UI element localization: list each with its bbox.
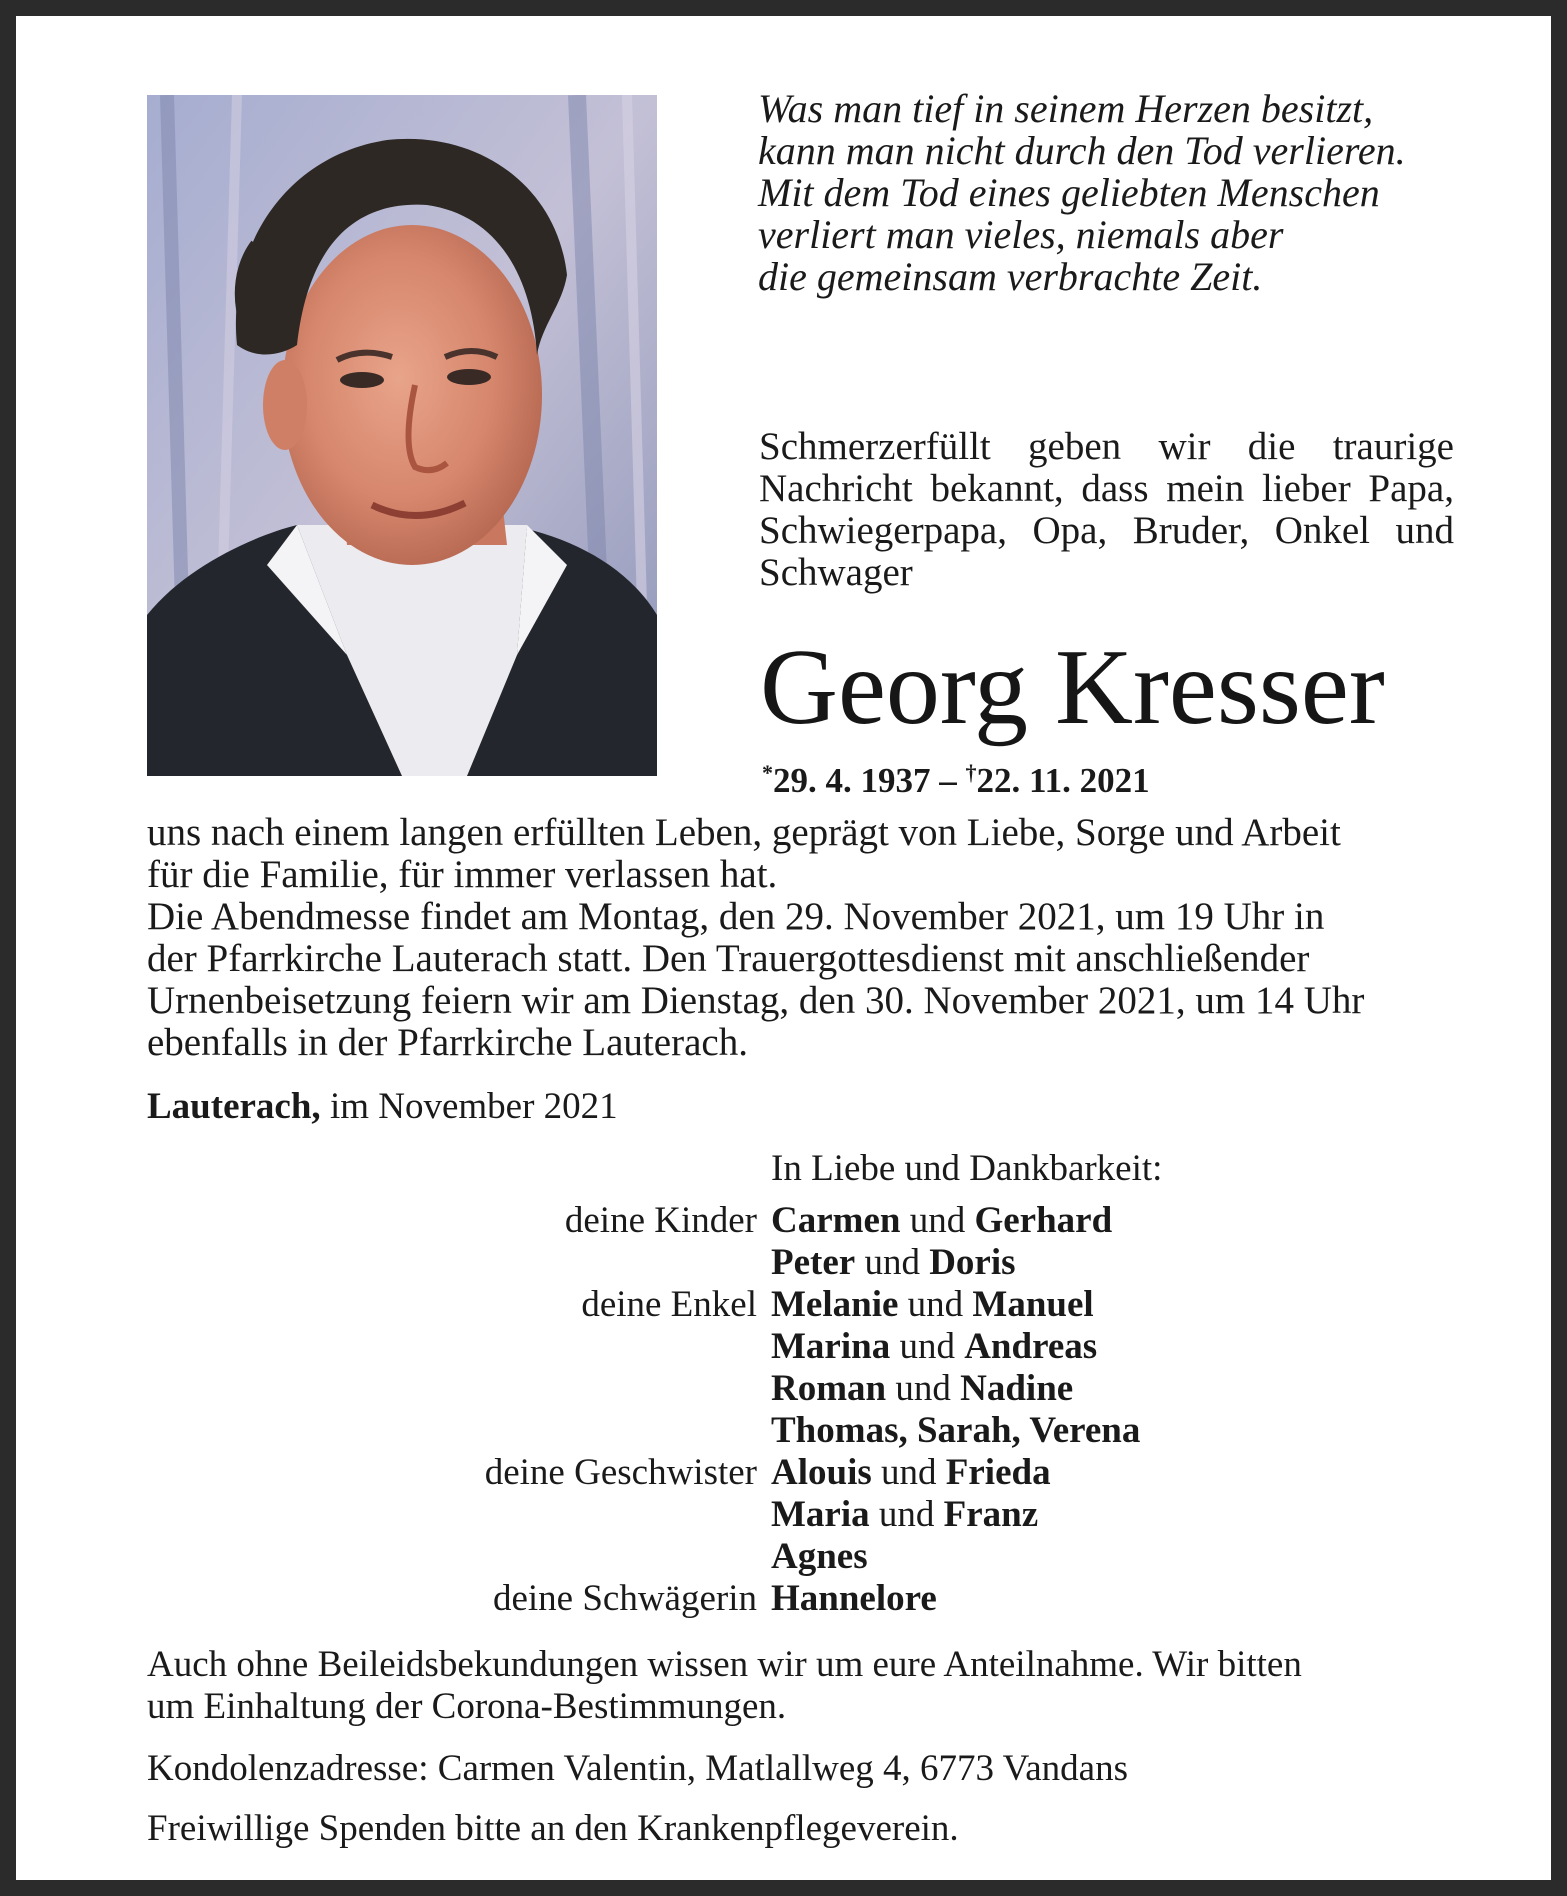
- place-date: [147, 1085, 618, 1129]
- motto-line: kann man nicht durch den Tod verlieren.: [758, 128, 1406, 173]
- mourner-row: [147, 1410, 1467, 1452]
- birth-symbol: *: [762, 760, 773, 785]
- relation-label: deine Schwägerin: [492, 1578, 757, 1619]
- date-separator: –: [939, 761, 957, 800]
- mourner-name: Carmen: [771, 1200, 901, 1241]
- and-word: und: [895, 1368, 951, 1409]
- body-line: Die Abendmesse findet am Montag, den 29. November 2021, um 19 Uhr in: [147, 895, 1325, 938]
- mourner-row: [147, 1242, 1467, 1284]
- body-line: für die Familie, für immer verlassen hat.: [147, 853, 778, 896]
- mourner-row: [147, 1368, 1467, 1410]
- condolence-line: Auch ohne Beileidsbekundungen wissen wir um eure Anteilnahme. Wir bitten: [147, 1644, 1302, 1685]
- mourner-names: [771, 1410, 1140, 1452]
- donation-note: [147, 1808, 1467, 1850]
- mourner-names: [771, 1494, 1038, 1536]
- death-symbol: †: [965, 760, 977, 785]
- mourner-name: Manuel: [972, 1284, 1094, 1325]
- motto-line: die gemeinsam verbrachte Zeit.: [758, 254, 1263, 299]
- body-line: der Pfarrkirche Lauterach statt. Den Trauergottesdienst mit anschließender: [147, 937, 1310, 980]
- place-town: Lauterach,: [147, 1086, 321, 1127]
- motto-quote: [758, 88, 1478, 298]
- mourner-names: [771, 1452, 1051, 1494]
- mourner-names: [771, 1200, 1112, 1242]
- mourner-name: Alouis: [771, 1452, 872, 1493]
- mourner-name: Roman: [771, 1368, 887, 1409]
- relation-label: [147, 1326, 771, 1368]
- condolence-note: [147, 1644, 1467, 1728]
- life-dates: [762, 751, 1150, 803]
- relation-label: deine Kinder: [564, 1200, 757, 1241]
- place-month: im November 2021: [329, 1086, 618, 1127]
- and-word: und: [909, 1200, 966, 1241]
- body-line: uns nach einem langen erfüllten Leben, geprägt von Liebe, Sorge und Arbeit: [147, 811, 1341, 854]
- relation-label: deine Enkel: [581, 1284, 757, 1325]
- address-line: Kondolenzadresse: Carmen Valentin, Matlallweg 4, 6773 Vandans: [147, 1748, 1128, 1789]
- mourner-name: Maria: [771, 1494, 870, 1535]
- relation-label: [147, 1536, 771, 1578]
- and-word: und: [864, 1242, 920, 1283]
- and-word: und: [907, 1284, 964, 1325]
- mourner-name: Peter: [771, 1242, 856, 1283]
- mourner-row: [147, 1326, 1467, 1368]
- mourner-row: [147, 1494, 1467, 1536]
- and-word: und: [881, 1452, 937, 1493]
- portrait-illustration: [147, 95, 657, 776]
- donation-line: Freiwillige Spenden bitte an den Krankenpflegeverein.: [147, 1808, 959, 1849]
- relation-label: [147, 1242, 771, 1284]
- mourner-names: [771, 1242, 1016, 1284]
- mourner-name: Hannelore: [771, 1578, 937, 1619]
- mourner-name: Franz: [943, 1494, 1039, 1535]
- motto-line: verliert man vieles, niemals aber: [758, 212, 1284, 257]
- mourner-name: Nadine: [960, 1368, 1074, 1409]
- motto-line: Was man tief in seinem Herzen besitzt,: [758, 86, 1374, 131]
- mourner-row: [147, 1452, 1467, 1494]
- motto-line: Mit dem Tod eines geliebten Menschen: [758, 170, 1380, 215]
- mourner-row: [147, 1536, 1467, 1578]
- mourner-name: Gerhard: [974, 1200, 1113, 1241]
- relation-label: [147, 1410, 771, 1452]
- mourner-names: [771, 1284, 1094, 1326]
- condolence-address: [147, 1748, 1467, 1790]
- and-word: und: [878, 1494, 935, 1535]
- mourner-name: Agnes: [771, 1536, 868, 1577]
- relation-label: deine Geschwister: [484, 1452, 757, 1493]
- deceased-name: Georg Kresser: [760, 628, 1385, 747]
- gratitude-line: In Liebe und Dankbarkeit:: [771, 1148, 1163, 1189]
- announcement-text: Schmerzerfüllt geben wir die traurige Nachricht bekannt, dass mein lieber Papa, Schwiegerpapa, Opa, Bruder, Onkel und Schwager: [759, 425, 1454, 594]
- mourner-row: [147, 1578, 1467, 1620]
- mourner-names: [771, 1578, 937, 1620]
- portrait-photo: [147, 95, 657, 776]
- mourner-name: Thomas, Sarah, Verena: [771, 1410, 1141, 1451]
- mourner-names: [771, 1536, 868, 1578]
- condolence-line: um Einhaltung der Corona-Bestimmungen.: [147, 1686, 787, 1727]
- service-details: [147, 812, 1453, 1064]
- mourner-names: [771, 1368, 1073, 1410]
- mourner-name: Marina: [771, 1326, 891, 1367]
- relation-label: [147, 1368, 771, 1410]
- mourner-names: [771, 1326, 1097, 1368]
- mourner-name: Melanie: [771, 1284, 899, 1325]
- mourner-name: Frieda: [945, 1452, 1051, 1493]
- relation-label: [147, 1494, 771, 1536]
- body-line: Urnenbeisetzung feiern wir am Dienstag, den 30. November 2021, um 14 Uhr: [147, 979, 1365, 1022]
- and-word: und: [899, 1326, 955, 1367]
- mourner-name: Doris: [929, 1242, 1016, 1283]
- mourners-list: [147, 1200, 1467, 1620]
- mourner-row: [147, 1284, 1467, 1326]
- birth-date: 29. 4. 1937: [773, 761, 931, 800]
- mourner-name: Andreas: [964, 1326, 1098, 1367]
- body-line: ebenfalls in der Pfarrkirche Lauterach.: [147, 1021, 748, 1064]
- mourner-row: [147, 1200, 1467, 1242]
- death-date: 22. 11. 2021: [976, 761, 1150, 800]
